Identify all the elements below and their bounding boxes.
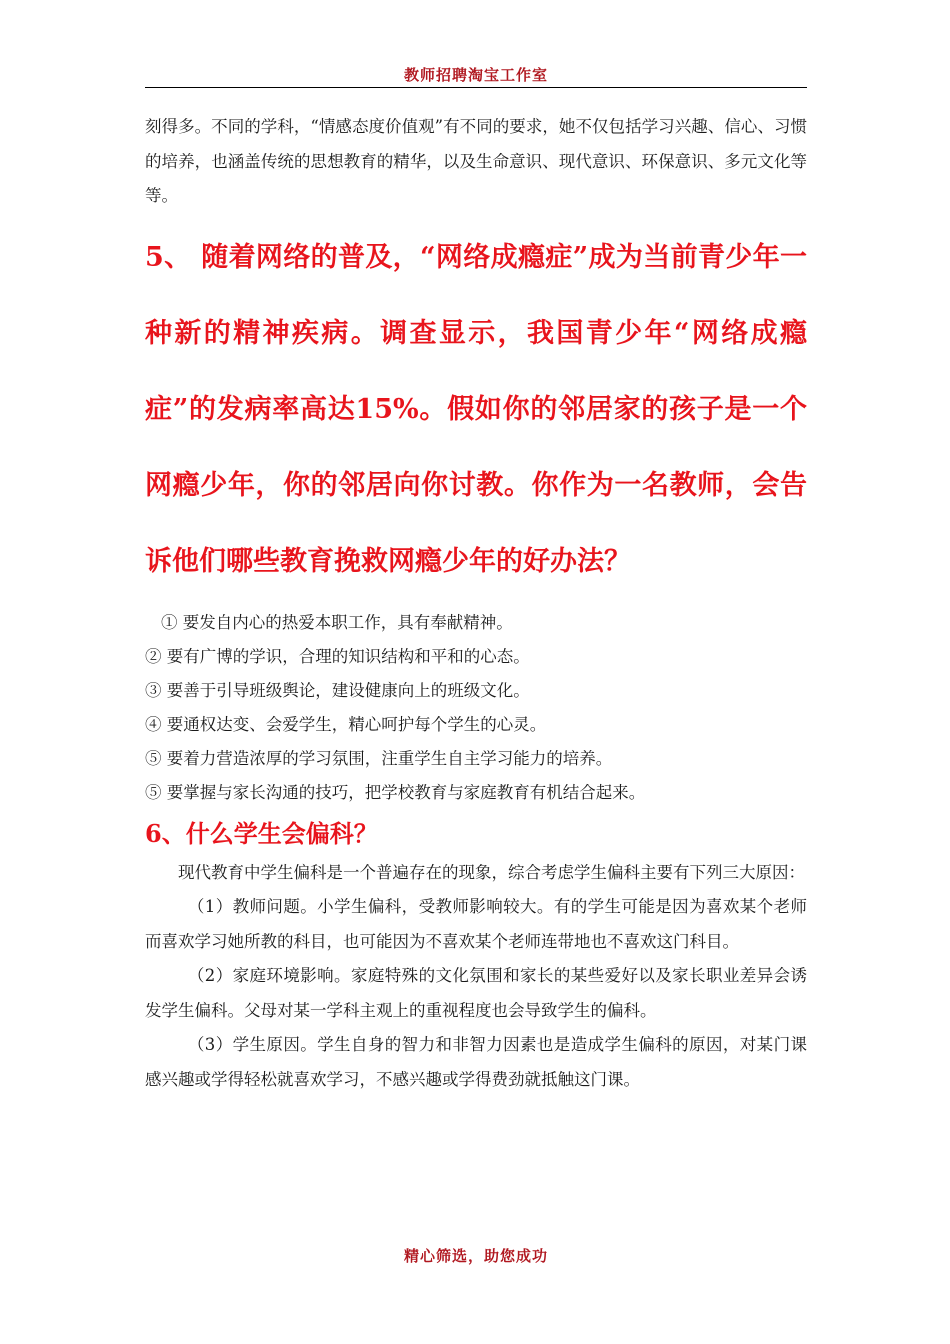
answer-item: ② 要有广博的学识，合理的知识结构和平和的心态。 <box>145 646 530 666</box>
question-6-heading: 6、什么学生会偏科？ <box>145 818 378 848</box>
header-divider <box>145 87 807 88</box>
answer-item: ③ 要善于引导班级舆论，建设健康向上的班级文化。 <box>145 680 530 700</box>
document-body <box>145 110 807 1097</box>
answer-item: ④ 要通权达变、会爱学生，精心呵护每个学生的心灵。 <box>145 714 547 734</box>
page-footer: 精心筛选，助您成功 <box>403 1247 548 1265</box>
answer-item: ① 要发自内心的热爱本职工作，具有奉献精神。 <box>161 612 513 632</box>
answer-6-intro: 现代教育中学生偏科是一个普遍存在的现象，综合考虑学生偏科主要有下列三大原因： <box>178 862 805 882</box>
reason-paragraph: （3）学生原因。学生自身的智力和非智力因素也是造成学生偏科的原因，对某门课感兴趣或学得轻松就喜欢学习，不感兴趣或学得费劲就抵触这门课。 <box>145 1035 807 1089</box>
answer-item: ⑤ 要着力营造浓厚的学习氛围，注重学生自主学习能力的培养。 <box>145 748 613 768</box>
answer-list <box>145 606 807 810</box>
intro-paragraph: 刻得多。不同的学科，“情感态度价值观”有不同的要求，她不仅包括学习兴趣、信心、习惯的培养，也涵盖传统的思想教育的精华，以及生命意识、现代意识、环保意识、多元文化等等。 <box>145 117 807 205</box>
reason-paragraph: （2）家庭环境影响。家庭特殊的文化氛围和家长的某些爱好以及家长职业差异会诱发学生偏科。父母对某一学科主观上的重视程度也会导致学生的偏科。 <box>145 966 807 1020</box>
reason-paragraph: （1）教师问题。小学生偏科，受教师影响较大。有的学生可能是因为喜欢某个老师而喜欢学习她所教的科目，也可能因为不喜欢某个老师连带地也不喜欢这门科目。 <box>145 897 807 951</box>
answer-item: ⑤ 要掌握与家长沟通的技巧，把学校教育与家庭教育有机结合起来。 <box>145 782 646 802</box>
page-header: 教师招聘淘宝工作室 <box>403 66 548 84</box>
question-5-heading: 5、 随着网络的普及，“网络成瘾症”成为当前青少年一种新的精神疾病。调查显示，我国青少年“网络成瘾症”的发病率高达15%。假如你的邻居家的孩子是一个网瘾少年，你的邻居向你讨教。你作为一名教师，会告诉他们哪些教育挽救网瘾少年的好办法？ <box>145 241 807 577</box>
